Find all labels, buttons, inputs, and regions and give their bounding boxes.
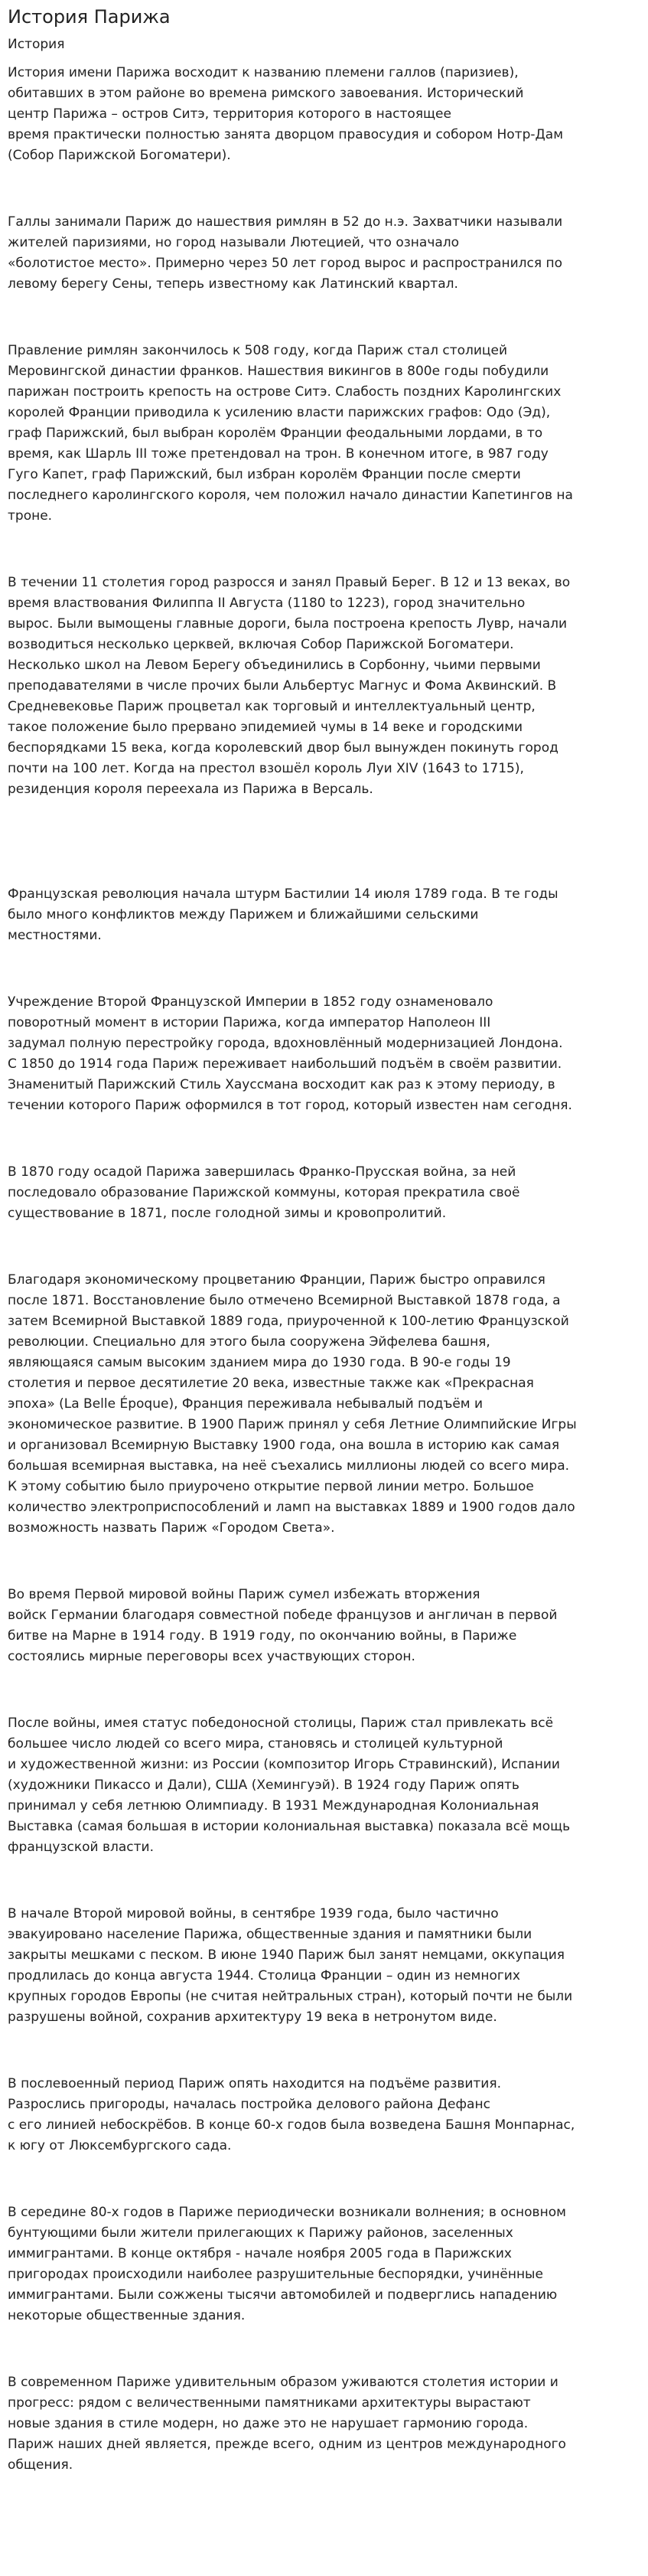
paragraph-world-war-two: В начале Второй мировой войны, в сентябре 1939 года, было частично эвакуировано население Парижа, общественные здания и памятники были закрыты мешками с песком. В июне 1940 Париж был занят немцами, оккупация продлилась до конца августа 1944. Столица Франции – один из немногих крупных городов Европы (не считая нейтральных стран), который почти не были разрушены войной, сохранив архитектуру 19 века в нетронутом виде. <box>8 1906 573 2025</box>
paragraph-spacer <box>8 295 639 341</box>
paragraph-spacer <box>8 2326 639 2372</box>
paragraph-spacer <box>8 527 639 573</box>
paragraph-revolution: Французская революция начала штурм Бастилии 14 июля 1789 года. В те годы было много конфликтов между Парижем и ближайшими сельскими местностями. <box>8 886 558 943</box>
paragraph-merovingians: Правление римлян закончилось к 508 году, когда Париж стал столицей Меровингской династии франков. Нашествия викингов в 800е годы побудили парижан построить крепость на острове Ситэ. Слабость поздних Каролингских королей Франции приводила к усилению власти парижских графов: Одо (Эд), граф Парижский, был выбран королём Франции феодальными лордами, в то время, как Шарль III тоже претендовал на трон. В конечном итоге, в 987 году Гуго Капет, граф Парижский, был избран королём Франции после смерти последнего каролингского короля, чем положил начало династии Капетингов на троне. <box>8 343 573 524</box>
paragraph-spacer <box>8 2156 639 2202</box>
paragraph-unrest: В середине 80-х годов в Париже периодически возникали волнения; в основном бунтующими были жители прилегающих к Парижу районов, заселенных иммигрантами. В конце октября - начале ноября 2005 года в Парижских пригородах происходили наиболее разрушительные беспорядки, учинённые иммигрантами. Были сожжены тысячи автомобилей и подверглись нападению некоторые общественные здания. <box>8 2205 566 2323</box>
paragraph-postwar: В послевоенный период Париж опять находится на подъёме развития. Разрослись пригороды, началась постройка делового района Дефанс с его линией небоскрёбов. В конце 60-х годов была возведена Башня Монпарнас, к югу от Люксембургского сада. <box>8 2076 575 2153</box>
paragraph-middle-ages: В течении 11 столетия город разросся и занял Правый Берег. В 12 и 13 веках, во время властвования Филиппа II Августа (1180 to 1223), город значительно вырос. Были вымощены главные дороги, была построена крепость Лувр, начали возводиться несколько церквей, включая Собор Парижской Богоматери. Несколько школ на Левом Берегу объединились в Сорбонну, чьими первыми преподавателями в числе прочих были Альбертус Магнус и Фома Аквинский. В Средневековье Париж процветал как торговый и интеллектуальный центр, такое положение было прервано эпидемией чумы в 14 веке и городскими беспорядками 15 века, когда королевский двор был вынужден покинуть город почти на 100 лет. Когда на престол взошёл король Луи XIV (1643 to 1715), резиденция короля переехала из Парижа в Версаль. <box>8 575 571 797</box>
paragraph-spacer <box>8 2028 639 2074</box>
page-title: История Парижа <box>8 6 171 28</box>
paragraph-world-war-one: Во время Первой мировой войны Париж сумел избежать вторжения войск Германии благодаря совместной победе французов и англичан в первой битве на Марне в 1914 году. В 1919 году, по окончанию войны, в Париже состоялись мирные переговоры всех участвующих сторон. <box>8 1587 558 1664</box>
paragraph-spacer <box>8 1224 639 1270</box>
paragraph-franco-prussian: В 1870 году осадой Парижа завершилась Франко-Прусская война, за ней последовало образование Парижской коммуны, которая прекратила своё существование в 1871, после голодной зимы и кровопролитий. <box>8 1164 520 1221</box>
paragraph-spacer <box>8 800 639 884</box>
paragraph-interwar: После войны, имея статус победоносной столицы, Париж стал привлекать всё большее число людей со всего мира, становясь и столицей культурной и художественной жизни: из России (композитор Игорь Стравинский), Испании (художники Пикассо и Дали), США (Хемингуэй). В 1924 году Париж опять принимал у себя летнюю Олимпиаду. В 1931 Международная Колониальная Выставка (самая большая в истории колониальная выставка) показала всё мощь французской власти. <box>8 1716 571 1855</box>
paragraph-spacer <box>8 1539 639 1585</box>
page-subtitle: История <box>8 37 65 52</box>
paragraph-spacer <box>8 1667 639 1713</box>
paragraph-spacer <box>8 946 639 992</box>
paragraph-spacer <box>8 166 639 212</box>
paragraph-name-origin: История имени Парижа восходит к названию племени галлов (паризиев), обитавших в этом районе во времена римского завоевания. Исторический центр Парижа – остров Ситэ, территория которого в настоящее время практически полностью занята дворцом правосудия и собором Нотр-Дам (Собор Парижской Богоматери). <box>8 65 564 163</box>
paragraph-spacer <box>8 1116 639 1162</box>
paragraph-modern-paris: В современном Париже удивительным образом уживаются столетия истории и прогресс: рядом с величественными памятниками архитектуры вырастают новые здания в стиле модерн, но даже это не нарушает гармонию города. Париж наших дней является, прежде всего, одним из центров международного общения. <box>8 2375 566 2473</box>
paragraph-spacer <box>8 1858 639 1904</box>
paragraph-second-empire: Учреждение Второй Французской Империи в 1852 году ознаменовало поворотный момент в истории Парижа, когда император Наполеон III задумал полную перестройку города, вдохновлённый модернизацией Лондона. С 1850 до 1914 года Париж переживает наибольший подъём в своём развитии. Знаменитый Парижский Стиль Хауссмана восходит как раз к этому периоду, в течении которого Париж оформился в тот город, который известен нам сегодня. <box>8 994 572 1113</box>
paragraph-belle-epoque: Благодаря экономическому процветанию Франции, Париж быстро оправился после 1871. Восстановление было отмечено Всемирной Выставкой 1878 года, а затем Всемирной Выставкой 1889 года, приуроченной к 100-летию Французской революции. Специально для этого была сооружена Эйфелева башня, являющаяся самым высоким зданием мира до 1930 года. В 90-е годы 19 столетия и первое десятилетие 20 века, известные также как «Прекрасная эпоха» (La Belle Époque), Франция переживала небывалый подъём и экономическое развитие. В 1900 Париж принял у себя Летние Олимпийские Игры и организовал Всемирную Выставку 1900 года, она вошла в историю как самая большая всемирная выставка, на неё съехались миллионы людей со всего мира. К этому событию было приурочено открытие первой линии метро. Большое количество электроприспособлений и ламп на выставках 1889 и 1900 годов дало возможность назвать Париж «Городом Света». <box>8 1272 577 1536</box>
paragraph-gauls: Галлы занимали Париж до нашествия римлян в 52 до н.э. Захватчики называли жителей паризиями, но город называли Лютецией, что означало «болотистое место». Примерно через 50 лет город вырос и распространился по левому берегу Сены, теперь известному как Латинский квартал. <box>8 214 563 292</box>
